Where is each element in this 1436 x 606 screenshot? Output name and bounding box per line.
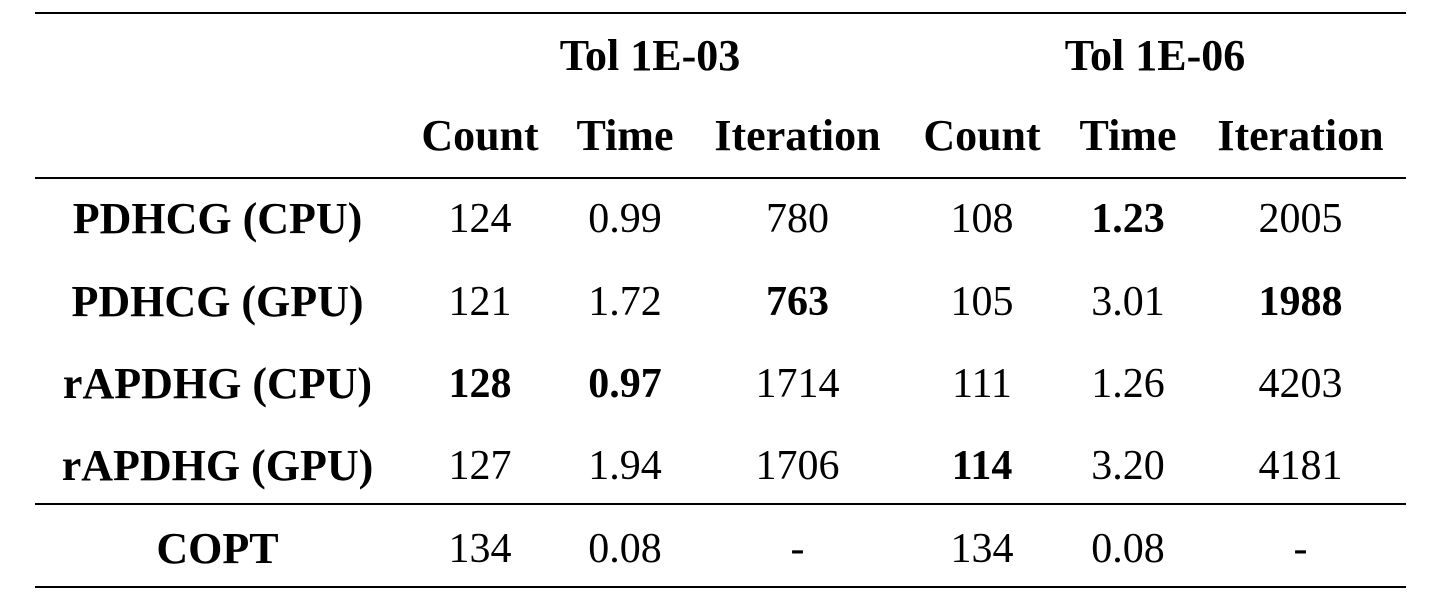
cell-iteration: -: [790, 526, 805, 572]
cell-time: 3.20: [1091, 443, 1165, 489]
cell-time: 0.99: [588, 196, 662, 242]
cell-count: 127: [448, 443, 512, 489]
group-header-tol-1e-06: Tol 1E-06: [1064, 31, 1246, 80]
cell-iteration: 2005: [1258, 196, 1343, 242]
column-header-iteration: Iteration: [714, 111, 881, 160]
cell-time: 3.01: [1091, 279, 1165, 325]
cell-iteration: 1988: [1258, 279, 1343, 325]
cell-iteration: 1714: [755, 361, 840, 407]
cell-count: 134: [448, 526, 512, 572]
cell-time: 0.08: [1091, 526, 1165, 572]
cell-iteration: -: [1293, 526, 1308, 572]
cell-time: 1.26: [1091, 361, 1165, 407]
cell-iteration: 763: [766, 279, 829, 325]
row-label: PDHCG (CPU): [72, 194, 363, 243]
cell-count: 121: [448, 279, 512, 325]
column-header-time: Time: [1079, 111, 1177, 160]
cell-iteration: 4203: [1258, 361, 1343, 407]
cell-time: 1.23: [1091, 196, 1165, 242]
cell-iteration: 1706: [755, 443, 840, 489]
column-header-count: Count: [923, 111, 1041, 160]
group-rule: [35, 503, 1406, 505]
row-label: COPT: [156, 524, 279, 573]
column-header-count: Count: [421, 111, 539, 160]
group-header-tol-1e-03: Tol 1E-03: [559, 31, 741, 80]
cell-iteration: 780: [766, 196, 829, 242]
cell-time: 0.97: [588, 361, 662, 407]
cell-count: 134: [950, 526, 1014, 572]
row-label: rAPDHG (GPU): [61, 441, 374, 490]
cell-count: 114: [951, 443, 1013, 489]
cell-count: 124: [448, 196, 512, 242]
header-rule: [35, 177, 1406, 179]
cell-time: 1.72: [588, 279, 662, 325]
top-rule: [35, 12, 1406, 14]
cell-count: 111: [952, 361, 1012, 407]
column-header-time: Time: [576, 111, 674, 160]
bottom-rule: [35, 586, 1406, 588]
row-label: PDHCG (GPU): [71, 277, 364, 326]
cell-count: 128: [448, 361, 512, 407]
cell-count: 108: [950, 196, 1014, 242]
cell-time: 0.08: [588, 526, 662, 572]
row-label: rAPDHG (CPU): [62, 359, 373, 408]
cell-count: 105: [950, 279, 1014, 325]
column-header-iteration: Iteration: [1217, 111, 1384, 160]
cell-time: 1.94: [588, 443, 662, 489]
cell-iteration: 4181: [1258, 443, 1343, 489]
